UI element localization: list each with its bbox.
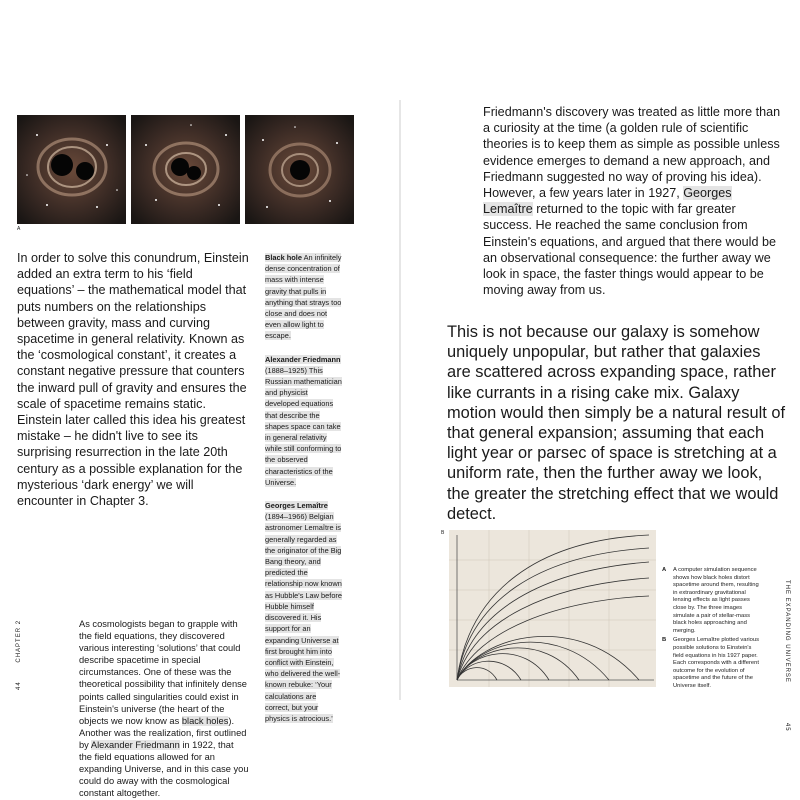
running-head: THE EXPANDING UNIVERSE [784, 580, 790, 683]
plate-letter: B [441, 530, 445, 536]
caption-letter: A [662, 567, 667, 573]
gutter [399, 100, 401, 700]
glossary-definition: (1888–1925) This Russian mathematician and physicist developed equations that describe the shapes space can take in general relativity while still conforming to the observed characteristics of the Universe. [265, 365, 342, 487]
glossary-entry-black-hole [265, 252, 343, 342]
glossary-entry-alexander-friedmann [265, 354, 343, 488]
right-text-part-1: Friedmann's discovery was treated as little more than a curiosity at the time (a golden rule of scientific theories is to keep them as simple as possible unless evidence emerges to demand a new approach, and Friedmann suggested no way of proving his idea). However, a few years later in 1927, [483, 105, 781, 201]
black-hole-image-3 [245, 115, 354, 224]
glossary-term: Alexander Friedmann [265, 354, 341, 364]
glossary-term: Black hole [265, 253, 302, 262]
black-hole-image-1 [17, 115, 126, 224]
page-number-left: 44 [16, 681, 22, 690]
caption-b [662, 637, 760, 690]
glossary-definition: (1894–1966) Belgian astronomer Lemaître is generally regarded as the originator of the Big Bang theory, and predicted the relationship now known as Hubble's Law before Hubble himself discovered it. His support for an expanding Universe at first brought him into conflict with Einstein, who delivered the well-known rebuke: ‘Your calculations are correct, but your physics is atrocious.’ [265, 512, 343, 723]
right-folio [784, 580, 790, 732]
caption-letter: B [662, 637, 667, 644]
right-text-part-2: returned to the topic with far greater success. He reached the same conclusion from Einstein's equations, and argued that there would be an observational consequence: the further away we look in space, the faster things would appear to be moving away from us. [483, 202, 776, 298]
photo-caption-letter: A [17, 226, 21, 232]
glossary-sidebar [265, 252, 343, 736]
right-paragraph [483, 104, 783, 298]
glossary-definition: An infinitely dense concentration of mass with intense gravity that pulls in anything that strays too close and does not even allow light to escape. [265, 253, 342, 341]
caption-a [662, 567, 760, 635]
sub-text-part-3: in 1922, that the field equations allowed for an expanding Universe, and in this case you could do away with the cosmological constant altogether. [79, 739, 249, 799]
chapter-label: CHAPTER 2 [16, 619, 22, 663]
secondary-paragraph [79, 618, 249, 799]
main-paragraph [17, 250, 249, 509]
sub-text-part-1: As cosmologists began to grapple with the field equations, they discovered various interesting ‘solutions’ that could describe spacetime in special circumstances. One of these was the theoretical possibility that infinitely dense points called singularities could exist in Einstein's universe (the heart of the objects we now know as [79, 619, 247, 726]
pull-quote [447, 322, 787, 524]
glossary-link-black-holes[interactable]: black holes [181, 715, 229, 726]
lemaitre-plot-image [449, 530, 656, 687]
page-number-right: 45 [784, 722, 790, 732]
sub-text-part-2: ). Another was the realization, first outlined by [79, 715, 247, 750]
glossary-entry-georges-lemaitre [265, 500, 343, 724]
pull-quote-text: This is not because our galaxy is somehow uniquely unpopular, but rather that galaxies are scattered across expanding space, rather like currants in a rising cake mix. Galaxy motion would then simply be a natural result of that general expansion; assuming that each light year or parsec of space is stretching at a uniform rate, then the further away we look, the greater the stretching effect that we would detect. [447, 323, 786, 523]
main-paragraph-text: In order to solve this conundrum, Einstein added an extra term to his ‘field equations’ – the mathematical model that puts numbers on the relationships between gravity, mass and curving spacetime in general relativity. Known as the ‘cosmological constant’, it creates a constant negative pressure that counters the inward pull of gravity and ensures the scale of spacetime remains static. Einstein later called this idea his greatest mistake – he didn't live to see its surprising resurrection in the late 20th century as a possible explanation for the mysterious ‘dark energy’ we will encounter in Chapter 3. [17, 251, 249, 509]
glossary-link-georges-lemaitre[interactable]: Georges Lemaître [483, 186, 732, 217]
left-folio [16, 620, 22, 690]
caption-text: A computer simulation sequence shows how black holes distort spacetime around them, resulting in extraordinary gravitational lensing effects as light passes close by. The three images simulate a pair of stellar-mass black holes approaching and merging. [673, 567, 759, 634]
glossary-link-alexander-friedmann[interactable]: Alexander Friedmann [90, 739, 180, 750]
glossary-term: Georges Lemaître [265, 501, 328, 511]
book-spread [0, 100, 800, 799]
caption-text: Georges Lemaître plotted various possible solutions to Einstein's field equations in his 1927 paper. Each corresponds with a different outcome for the evolution of spacetime and the future of the Universe itself. [673, 637, 760, 689]
figure-captions [662, 567, 760, 693]
black-hole-image-2 [131, 115, 240, 224]
